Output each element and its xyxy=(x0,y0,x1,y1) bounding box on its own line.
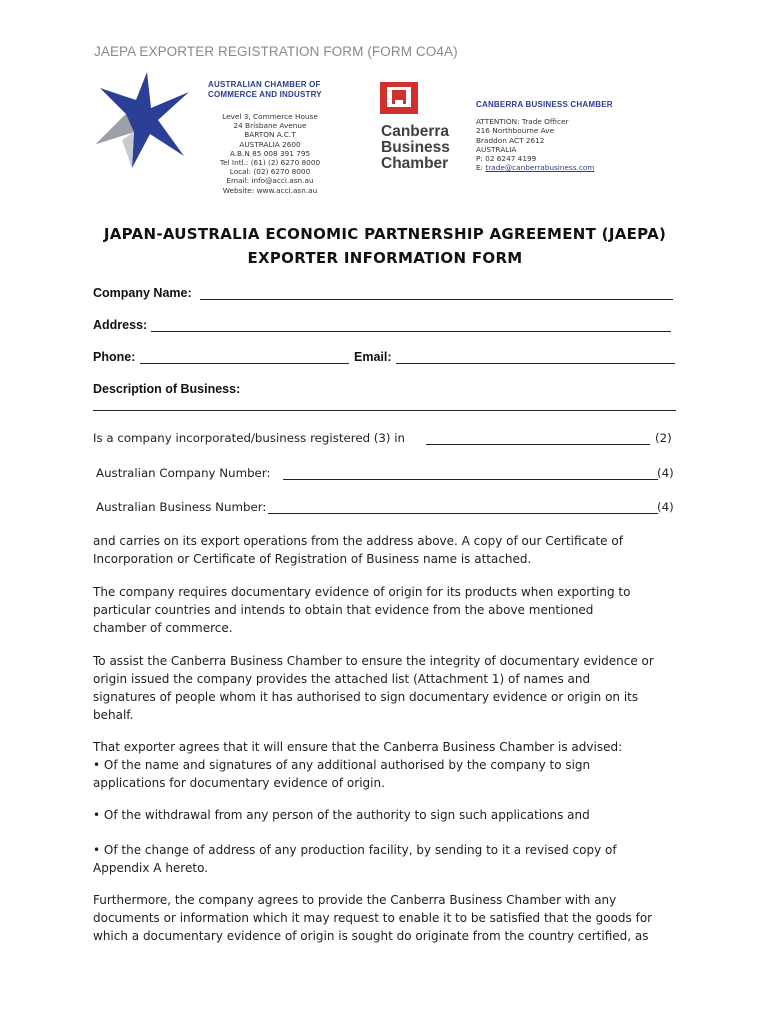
acci-address-line: Tel Intl.: (61) (2) 6270 8000 xyxy=(219,158,321,168)
paragraph-certificate xyxy=(93,532,683,568)
phone-field[interactable] xyxy=(140,363,349,364)
acci-address-line: AUSTRALIA 2600 xyxy=(239,139,301,149)
incorporated-text: Is a company incorporated/business registered (3) in xyxy=(93,431,406,445)
cbc-wordmark xyxy=(381,124,450,172)
paragraph-furthermore xyxy=(93,891,683,945)
paragraph-line: The company requires documentary evidence of origin for its products when exporting to xyxy=(93,585,631,599)
paragraph-line: • Of the name and signatures of any additional authorised by the company to sign xyxy=(93,758,591,772)
paragraph-line: Appendix A hereto. xyxy=(93,861,209,875)
cbc-address-line: P: 02 6247 4199 xyxy=(476,154,537,164)
cbc-address-line: AUSTRALIA xyxy=(476,144,517,154)
phone-label: Phone: xyxy=(93,350,136,364)
paragraph-withdrawal xyxy=(93,806,683,824)
abn-field[interactable] xyxy=(268,513,658,514)
cbc-wordmark-line: Canberra xyxy=(381,123,450,140)
acci-name-line2: COMMERCE AND INDUSTRY xyxy=(208,90,322,99)
cbc-address-line: Braddon ACT 2612 xyxy=(476,135,545,145)
address-field[interactable] xyxy=(151,331,671,332)
star-logo-icon xyxy=(92,70,192,170)
paragraph-agreement xyxy=(93,738,683,792)
canberra-business-chamber-logo-icon xyxy=(380,82,420,114)
paragraph-line: behalf. xyxy=(93,708,134,722)
cbc-address-line: ATTENTION: Trade Officer xyxy=(476,117,569,126)
paragraph-integrity xyxy=(93,652,683,724)
cbc-email-line xyxy=(476,163,594,172)
description-field[interactable] xyxy=(93,410,676,411)
abn-note: (4) xyxy=(657,500,674,514)
address-label: Address: xyxy=(93,318,148,332)
acn-field[interactable] xyxy=(283,479,658,480)
cbc-email-prefix: E: xyxy=(476,163,486,173)
form-reference: JAEPA EXPORTER REGISTRATION FORM (FORM CO4A) xyxy=(94,44,458,59)
paragraph-address-change xyxy=(93,841,683,877)
paragraph-line: • Of the change of address of any production facility, by sending to it a revised copy of xyxy=(93,843,617,857)
paragraph-line: That exporter agrees that it will ensure that the Canberra Business Chamber is advised: xyxy=(93,740,623,754)
page-title xyxy=(60,222,710,270)
email-label: Email: xyxy=(354,350,392,364)
title-line2: EXPORTER INFORMATION FORM xyxy=(247,249,523,267)
abn-label: Australian Business Number: xyxy=(96,500,267,514)
acn-label: Australian Company Number: xyxy=(96,466,271,480)
paragraph-line: particular countries and intends to obtain that evidence from the above mentioned xyxy=(93,603,594,617)
acn-note: (4) xyxy=(657,466,674,480)
paragraph-line: applications for documentary evidence of origin. xyxy=(93,776,385,790)
paragraph-line: chamber of commerce. xyxy=(93,621,233,635)
description-label: Description of Business: xyxy=(93,382,241,396)
cbc-email-link[interactable]: trade@canberrabusiness.com xyxy=(485,163,595,173)
cbc-address-line: 216 Northbourne Ave xyxy=(476,126,555,136)
paragraph-line: which a documentary evidence of origin is sought do originate from the country certified, as xyxy=(93,929,649,943)
cbc-name: CANBERRA BUSINESS CHAMBER xyxy=(476,100,613,109)
acci-address xyxy=(205,112,335,195)
paragraph-requirement xyxy=(93,583,683,637)
acci-address-line: 24 Brisbane Avenue xyxy=(233,121,307,131)
acci-name xyxy=(208,80,358,100)
paragraph-line: signatures of people whom it has authorised to sign documentary evidence or origin on its xyxy=(93,690,639,704)
paragraph-line: • Of the withdrawal from any person of the authority to sign such applications and xyxy=(93,808,590,822)
cbc-wordmark-line: Business xyxy=(381,139,450,156)
star-logo-icon xyxy=(96,72,189,168)
acci-address-line: Local: (02) 6270 8000 xyxy=(229,167,311,177)
acci-address-line: A.B.N 85 008 391 795 xyxy=(229,148,311,158)
email-field[interactable] xyxy=(396,363,675,364)
incorporated-note: (2) xyxy=(655,431,672,445)
paragraph-line: Incorporation or Certificate of Registration of Business name is attached. xyxy=(93,552,532,566)
paragraph-line: To assist the Canberra Business Chamber to ensure the integrity of documentary evidence or xyxy=(93,654,654,668)
acci-address-line: BARTON A.C.T xyxy=(244,130,296,140)
acci-address-line: Website: www.acci.asn.au xyxy=(222,185,318,195)
company-name-label: Company Name: xyxy=(93,286,192,300)
acci-name-line1: AUSTRALIAN CHAMBER OF xyxy=(208,80,321,89)
acci-address-line: Level 3, Commerce House xyxy=(222,112,318,121)
paragraph-line: documents or information which it may request to enable it to be satisfied that the goods for xyxy=(93,911,653,925)
cbc-address xyxy=(476,117,594,173)
paragraph-line: and carries on its export operations from the address above. A copy of our Certificate of xyxy=(93,534,623,548)
incorporated-field[interactable] xyxy=(426,444,650,445)
cbc-wordmark-line: Chamber xyxy=(381,155,449,172)
title-line1: JAPAN-AUSTRALIA ECONOMIC PARTNERSHIP AGREEMENT (JAEPA) xyxy=(103,225,667,243)
company-name-field[interactable] xyxy=(200,299,673,300)
acci-address-line: Email: info@acci.asn.au xyxy=(226,176,314,186)
paragraph-line: Furthermore, the company agrees to provide the Canberra Business Chamber with any xyxy=(93,893,617,907)
paragraph-line: origin issued the company provides the attached list (Attachment 1) of names and xyxy=(93,672,591,686)
